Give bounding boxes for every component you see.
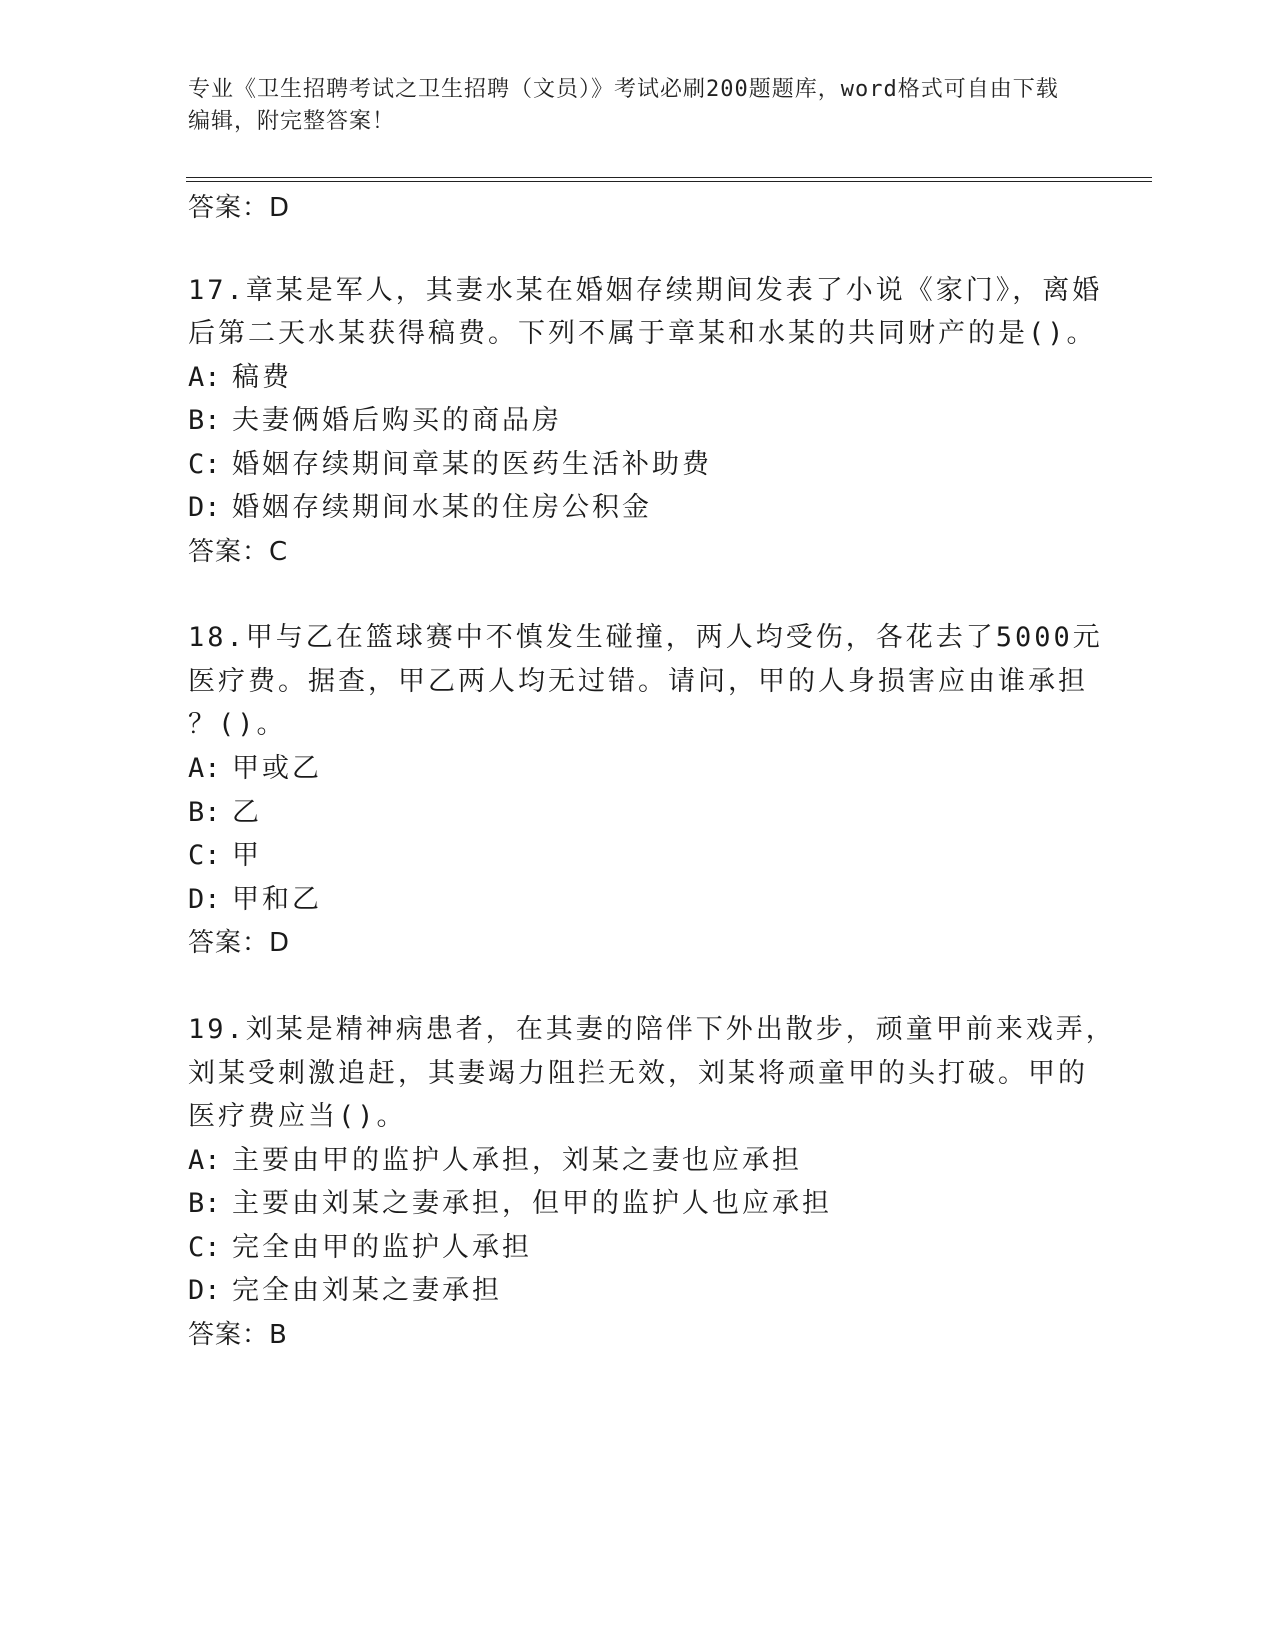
option-key: D: — [188, 884, 221, 915]
option-text: 主要由甲的监护人承担，刘某之妻也应承担 — [232, 1145, 802, 1176]
question-19-option-b — [188, 1186, 832, 1222]
question-18-option-d — [188, 882, 322, 918]
question-18-answer: 答案：D — [188, 928, 291, 958]
option-text: 婚姻存续期间章某的医药生活补助费 — [232, 449, 712, 480]
question-18-line-1: 18.甲与乙在篮球赛中不慎发生碰撞，两人均受伤，各花去了5000元 — [188, 622, 1103, 653]
option-key: B: — [188, 797, 221, 828]
option-text: 乙 — [232, 797, 262, 828]
question-17-option-c — [188, 447, 712, 483]
option-text: 婚姻存续期间水某的住房公积金 — [232, 492, 652, 523]
question-19-option-c — [188, 1230, 532, 1266]
option-text: 完全由甲的监护人承担 — [232, 1232, 532, 1263]
question-17-line-2: 后第二天水某获得稿费。下列不属于章某和水某的共同财产的是()。 — [188, 318, 1097, 349]
option-key: A: — [188, 1145, 221, 1176]
option-key: C: — [188, 1232, 221, 1263]
question-18-line-2: 医疗费。据查，甲乙两人均无过错。请问，甲的人身损害应由谁承担 — [188, 666, 1088, 697]
page-header-text: 专业《卫生招聘考试之卫生招聘（文员）》考试必刷200题题库，word格式可自由下载编辑，附完整答案！ — [188, 77, 1059, 134]
option-text: 夫妻俩婚后购买的商品房 — [232, 405, 562, 436]
option-key: A: — [188, 362, 221, 393]
question-17-option-b — [188, 403, 562, 439]
option-key: B: — [188, 405, 221, 436]
option-text: 完全由刘某之妻承担 — [232, 1275, 502, 1306]
option-key: B: — [188, 1188, 221, 1219]
option-text: 甲和乙 — [232, 884, 322, 915]
header-divider-double — [186, 181, 1152, 182]
option-key: C: — [188, 449, 221, 480]
question-17-answer: 答案：C — [188, 537, 289, 567]
question-19-option-a — [188, 1143, 802, 1179]
question-19-option-d — [188, 1273, 502, 1309]
option-text: 甲或乙 — [232, 753, 322, 784]
option-text: 稿费 — [232, 362, 292, 393]
question-18-option-b — [188, 795, 262, 831]
header-divider — [186, 177, 1152, 178]
question-17-line-1: 17.章某是军人，其妻水某在婚姻存续期间发表了小说《家门》，离婚 — [188, 275, 1103, 306]
option-key: D: — [188, 492, 221, 523]
question-19-answer: 答案：B — [188, 1320, 288, 1350]
option-key: A: — [188, 753, 221, 784]
question-18-line-3: ？()。 — [188, 709, 287, 740]
option-text: 甲 — [232, 840, 262, 871]
question-19-line-3: 医疗费应当()。 — [188, 1101, 407, 1132]
question-18-option-c — [188, 838, 262, 874]
option-key: C: — [188, 840, 221, 871]
question-19-line-1: 19.刘某是精神病患者，在其妻的陪伴下外出散步，顽童甲前来戏弄， — [188, 1014, 1116, 1045]
previous-answer: 答案：D — [188, 193, 291, 223]
option-text: 主要由刘某之妻承担，但甲的监护人也应承担 — [232, 1188, 832, 1219]
question-19-line-2: 刘某受刺激追赶，其妻竭力阻拦无效，刘某将顽童甲的头打破。甲的 — [188, 1058, 1088, 1089]
option-key: D: — [188, 1275, 221, 1306]
question-18-option-a — [188, 751, 322, 787]
question-17-option-a — [188, 360, 292, 396]
question-17-option-d — [188, 490, 652, 526]
